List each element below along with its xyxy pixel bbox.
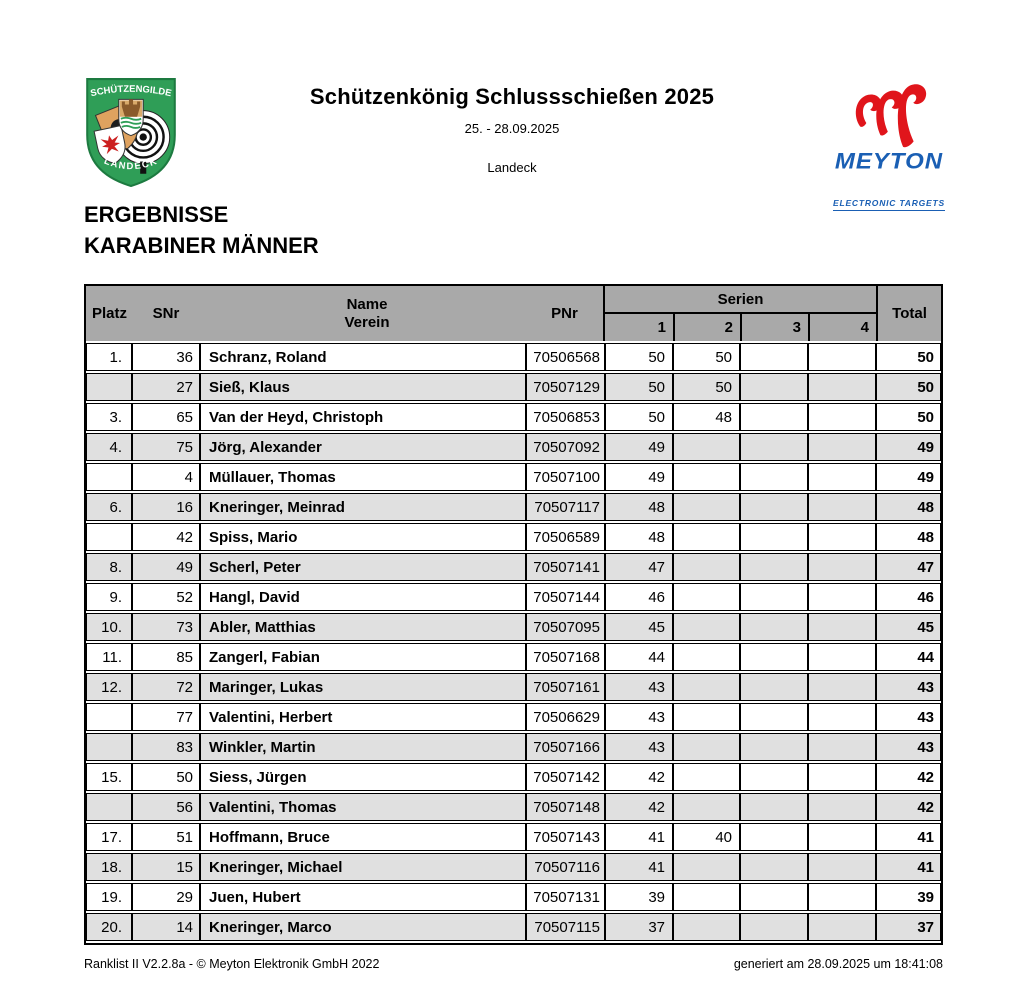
cell-name: Spiss, Mario [200,523,526,551]
event-location: Landeck [487,160,537,175]
cell-s4 [808,463,876,491]
cell-s2 [673,613,740,641]
cell-s2 [673,463,740,491]
cell-pnr: 70507141 [526,553,605,581]
club-logo-bottom-text: LANDECK [102,155,160,173]
cell-platz: 19. [86,883,132,911]
column-header-name: Name [346,295,388,313]
cell-s3 [740,403,808,431]
cell-s4 [808,763,876,791]
cell-s3 [740,793,808,821]
cell-s2 [673,643,740,671]
cell-s1: 43 [605,673,673,701]
cell-pnr: 70507131 [526,883,605,911]
cell-pnr: 70506568 [526,343,605,371]
cell-snr: 52 [132,583,200,611]
cell-s2 [673,733,740,761]
cell-name: Winkler, Martin [200,733,526,761]
cell-s4 [808,583,876,611]
cell-name: Scherl, Peter [200,553,526,581]
cell-s2 [673,763,740,791]
club-logo [84,76,178,188]
cell-platz: 3. [86,403,132,431]
cell-name: Van der Heyd, Christoph [200,403,526,431]
cell-s2: 50 [673,343,740,371]
cell-s1: 46 [605,583,673,611]
cell-s4 [808,703,876,731]
cell-s4 [808,733,876,761]
table-row [86,823,941,851]
cell-pnr: 70507161 [526,673,605,701]
table-row [86,733,941,761]
cell-total: 48 [876,493,941,521]
cell-snr: 73 [132,613,200,641]
cell-s1: 44 [605,643,673,671]
title-block [200,84,824,175]
cell-s3 [740,643,808,671]
cell-platz [86,463,132,491]
meyton-wordmark: MEYTON [834,149,944,174]
cell-total: 43 [876,733,941,761]
column-header-serie-2: 2 [673,314,740,341]
cell-s3 [740,613,808,641]
cell-s1: 48 [605,493,673,521]
generated-timestamp: generiert am 28.09.2025 um 18:41:08 [733,957,943,971]
cell-s3 [740,373,808,401]
cell-platz [86,523,132,551]
cell-platz: 11. [86,643,132,671]
cell-name: Kneringer, Marco [200,913,526,941]
cell-pnr: 70507095 [526,613,605,641]
cell-s3 [740,853,808,881]
cell-s4 [808,433,876,461]
cell-total: 47 [876,553,941,581]
cell-s2 [673,553,740,581]
cell-s4 [808,343,876,371]
cell-pnr: 70507129 [526,373,605,401]
cell-s2 [673,913,740,941]
cell-s3 [740,823,808,851]
table-row [86,913,941,941]
cell-s1: 43 [605,733,673,761]
cell-name: Jörg, Alexander [200,433,526,461]
column-header-pnr: PNr [526,286,605,341]
cell-s3 [740,733,808,761]
results-grid [86,341,941,943]
cell-pnr: 70507116 [526,853,605,881]
cell-name: Juen, Hubert [200,883,526,911]
cell-snr: 42 [132,523,200,551]
cell-snr: 14 [132,913,200,941]
cell-platz: 15. [86,763,132,791]
cell-pnr: 70507142 [526,763,605,791]
cell-s3 [740,493,808,521]
cell-snr: 50 [132,763,200,791]
column-header-name-verein [200,286,526,341]
page-title: Schützenkönig Schlussschießen 2025 [309,84,715,109]
cell-s2: 40 [673,823,740,851]
cell-s3 [740,523,808,551]
cell-name: Hangl, David [200,583,526,611]
cell-s4 [808,403,876,431]
cell-total: 41 [876,823,941,851]
cell-s1: 45 [605,613,673,641]
cell-name: Valentini, Herbert [200,703,526,731]
cell-s1: 49 [605,463,673,491]
column-header-serien: Serien [605,286,876,314]
cell-platz: 4. [86,433,132,461]
cell-snr: 49 [132,553,200,581]
cell-snr: 29 [132,883,200,911]
cell-pnr: 70507168 [526,643,605,671]
cell-platz: 12. [86,673,132,701]
cell-s2 [673,853,740,881]
club-logo-top-text: SCHÜTZENGILDE [89,83,173,100]
column-header-serie-3: 3 [740,314,808,341]
cell-s3 [740,583,808,611]
cell-name: Kneringer, Michael [200,853,526,881]
cell-snr: 56 [132,793,200,821]
column-header-serie-4: 4 [808,314,876,341]
cell-name: Valentini, Thomas [200,793,526,821]
table-row [86,493,941,521]
cell-total: 42 [876,763,941,791]
cell-pnr: 70506853 [526,403,605,431]
cell-platz: 1. [86,343,132,371]
cell-total: 45 [876,613,941,641]
cell-snr: 27 [132,373,200,401]
cell-s3 [740,883,808,911]
cell-s3 [740,673,808,701]
cell-name: Sieß, Klaus [200,373,526,401]
cell-platz [86,703,132,731]
cell-name: Maringer, Lukas [200,673,526,701]
cell-s1: 41 [605,853,673,881]
cell-total: 43 [876,673,941,701]
cell-pnr: 70506629 [526,703,605,731]
cell-platz [86,793,132,821]
cell-s3 [740,763,808,791]
table-row [86,853,941,881]
cell-snr: 72 [132,673,200,701]
cell-pnr: 70506589 [526,523,605,551]
app-version: Ranklist II V2.2.8a - © Meyton Elektronik GmbH 2022 [84,957,380,971]
cell-s4 [808,643,876,671]
cell-name: Schranz, Roland [200,343,526,371]
cell-s4 [808,883,876,911]
cell-snr: 77 [132,703,200,731]
cell-name: Zangerl, Fabian [200,643,526,671]
cell-snr: 65 [132,403,200,431]
cell-platz: 17. [86,823,132,851]
cell-name: Abler, Matthias [200,613,526,641]
cell-s1: 47 [605,553,673,581]
results-heading: ERGEBNISSE [84,202,229,227]
cell-total: 37 [876,913,941,941]
table-row [86,703,941,731]
cell-s4 [808,523,876,551]
cell-pnr: 70507148 [526,793,605,821]
cell-total: 43 [876,703,941,731]
cell-total: 49 [876,433,941,461]
cell-total: 48 [876,523,941,551]
cell-snr: 4 [132,463,200,491]
table-row [86,523,941,551]
table-row [86,433,941,461]
cell-s4 [808,553,876,581]
column-header-snr: SNr [152,305,180,322]
cell-s4 [808,793,876,821]
section-heading [84,199,319,261]
cell-s2 [673,583,740,611]
column-header-verein: Verein [344,313,390,331]
cell-snr: 85 [132,643,200,671]
cell-s4 [808,853,876,881]
cell-total: 41 [876,853,941,881]
cell-s4 [808,673,876,701]
cell-platz: 18. [86,853,132,881]
cell-total: 50 [876,343,941,371]
cell-s4 [808,373,876,401]
cell-s2: 48 [673,403,740,431]
table-row [86,673,941,701]
cell-snr: 51 [132,823,200,851]
table-row [86,343,941,371]
cell-platz: 8. [86,553,132,581]
cell-pnr: 70507117 [526,493,605,521]
cell-pnr: 70507092 [526,433,605,461]
cell-pnr: 70507166 [526,733,605,761]
table-row [86,403,941,431]
cell-pnr: 70507144 [526,583,605,611]
cell-s1: 50 [605,403,673,431]
table-row [86,883,941,911]
cell-platz: 6. [86,493,132,521]
cell-s1: 50 [605,343,673,371]
cell-s1: 49 [605,433,673,461]
cell-platz [86,373,132,401]
table-row [86,793,941,821]
cell-s2 [673,793,740,821]
table-row [86,763,941,791]
cell-s2: 50 [673,373,740,401]
cell-platz: 20. [86,913,132,941]
club-crest-icon [84,76,178,188]
cell-snr: 15 [132,853,200,881]
cell-s1: 41 [605,823,673,851]
cell-s1: 37 [605,913,673,941]
column-header-total: Total [876,286,941,341]
cell-s1: 50 [605,373,673,401]
cell-total: 50 [876,373,941,401]
cell-s2 [673,703,740,731]
event-dates: 25. - 28.09.2025 [464,121,560,136]
cell-pnr: 70507143 [526,823,605,851]
cell-snr: 16 [132,493,200,521]
cell-s1: 48 [605,523,673,551]
meyton-tagline: ELECTRONIC TARGETS [833,198,945,211]
meyton-logo [830,78,948,211]
cell-s1: 42 [605,763,673,791]
category-heading: KARABINER MÄNNER [84,233,319,258]
meyton-m-icon [846,78,932,150]
table-row [86,373,941,401]
table-row [86,553,941,581]
cell-total: 44 [876,643,941,671]
cell-total: 46 [876,583,941,611]
table-row [86,643,941,671]
cell-s3 [740,433,808,461]
cell-s2 [673,433,740,461]
cell-s4 [808,913,876,941]
table-row [86,463,941,491]
cell-s1: 42 [605,793,673,821]
table-row [86,583,941,611]
page-footer [84,957,943,971]
cell-s3 [740,703,808,731]
cell-s1: 39 [605,883,673,911]
cell-pnr: 70507115 [526,913,605,941]
cell-platz [86,733,132,761]
cell-pnr: 70507100 [526,463,605,491]
cell-s2 [673,883,740,911]
cell-name: Kneringer, Meinrad [200,493,526,521]
cell-snr: 75 [132,433,200,461]
cell-total: 50 [876,403,941,431]
cell-s2 [673,493,740,521]
cell-total: 42 [876,793,941,821]
column-header-serie-1: 1 [657,319,666,336]
cell-s2 [673,673,740,701]
cell-platz: 10. [86,613,132,641]
cell-platz: 9. [86,583,132,611]
cell-snr: 83 [132,733,200,761]
cell-name: Siess, Jürgen [200,763,526,791]
cell-total: 39 [876,883,941,911]
cell-s4 [808,493,876,521]
cell-s4 [808,823,876,851]
cell-s3 [740,913,808,941]
cell-s3 [740,343,808,371]
cell-name: Müllauer, Thomas [200,463,526,491]
table-row [86,613,941,641]
cell-snr: 36 [132,343,200,371]
results-table [84,284,943,945]
cell-s2 [673,523,740,551]
cell-s3 [740,463,808,491]
cell-s3 [740,553,808,581]
cell-s1: 43 [605,703,673,731]
table-header [86,286,941,341]
cell-name: Hoffmann, Bruce [200,823,526,851]
column-header-platz: Platz [92,305,128,322]
cell-s4 [808,613,876,641]
results-body [86,343,941,941]
cell-total: 49 [876,463,941,491]
